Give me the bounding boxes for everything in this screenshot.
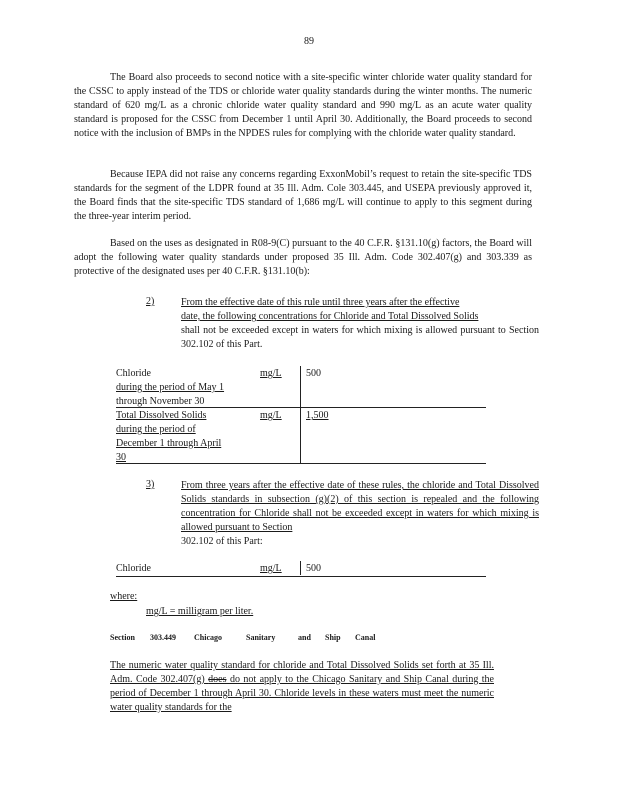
clause-3-body: From three years after the effective date of these rules, the chloride and Total Dissolved Solids standards in subsection (g)(2) of this section is repealed and the following concentration for Chloride shall not be exceeded except in waters for which mixing is allowed pursuant to Section xyxy=(181,480,539,533)
table1-row2-name-line: during the period of xyxy=(116,423,196,435)
where-label: where: xyxy=(110,591,138,602)
paragraph-designated-uses: Based on the uses as designated in R08-9(C) pursuant to the 40 C.F.R. §131.10(g) factors, the Board will adopt the following water quality standards under proposed 35 Ill. Adm. Code 302.407(g) and 303.339 as protective of the designated uses per 40 C.F.R. §131.10(b): xyxy=(74,238,532,277)
section-title-word: and xyxy=(298,633,311,642)
paragraph-tds-standard: Because IEPA did not raise any concerns regarding ExxonMobil’s request to retain the site-specific TDS standards for the segment of the LDPR found at 35 Ill. Adm. Cole 303.445, and USEPA previously approved it, the Board finds that the site-specific TDS standard of 1,686 mg/L will continue to apply to this segment during the three-year interim period. xyxy=(74,169,532,222)
table2-name: Chloride xyxy=(116,563,151,574)
table1-row1-unit: mg/L xyxy=(260,368,282,379)
final-paragraph-part1: The numeric water quality standard for chloride and Total Dissolved Solids set forth at 35 Ill. Adm. Code 302.407(g) xyxy=(110,660,494,685)
unit-definition: mg/L = milligram per liter. xyxy=(146,606,254,617)
paragraph-winter-chloride: The Board also proceeds to second notice with a site-specific winter chloride water quality standard for the CSSC to apply instead of the TDS or chloride water quality standards during the winter months. The numeric standard of 620 mg/L as a chronic chloride water quality standard and 990 mg/L as an acute water quality standard is proposed for the CSSC from December 1 until April 30. Additionally, the Board proceeds to second notice with the inclusion of BMPs in the NPDES rules for complying with the chloride water quality standard. xyxy=(74,72,532,139)
clause-2-rest: shall not be exceeded except in waters for which mixing is allowed pursuant to Section 302.102 of this Part. xyxy=(181,324,539,350)
table2-bottom-rule xyxy=(116,576,486,577)
section-label: Section xyxy=(110,633,135,642)
table1-row1-value: 500 xyxy=(306,368,321,379)
final-paragraph xyxy=(110,659,494,715)
table2-unit: mg/L xyxy=(260,563,282,574)
clause-3-text xyxy=(181,479,539,549)
table2-column-rule xyxy=(300,561,301,575)
clause-2-line1: From the effective date of this rule until three years after the effective xyxy=(181,297,460,308)
page-number: 89 xyxy=(304,36,314,47)
table1-row2-name xyxy=(116,409,256,465)
clause-2-number: 2) xyxy=(146,296,155,307)
table1-row2-unit: mg/L xyxy=(260,410,282,421)
final-paragraph-part2: do not apply to the Chicago Sanitary and Ship Canal during the period of December 1 through April 30. Chloride levels in these waters must meet the numeric water quality standards for the xyxy=(110,673,494,713)
section-title-word: Sanitary xyxy=(246,633,276,642)
table1-row1-name-line: during the period of May 1 xyxy=(116,381,225,393)
section-title-word: Chicago xyxy=(194,633,222,642)
clause-3-tail: 302.102 of this Part: xyxy=(181,535,263,547)
table1-row2-name-line: December 1 through April xyxy=(116,437,222,449)
clause-3-number: 3) xyxy=(146,479,155,490)
table1-row2-name-line: 30 xyxy=(116,451,126,463)
table1-row1-name xyxy=(116,367,256,409)
table1-bottom-rule xyxy=(116,463,486,464)
section-title-word: Ship xyxy=(325,633,341,642)
table1-row1-name-line: Chloride xyxy=(116,368,151,379)
table1-row1-name-line: through November 30 xyxy=(116,395,205,407)
table1-column-rule xyxy=(300,366,301,463)
clause-2-line2: date, the following concentrations for Chloride and Total Dissolved Solids xyxy=(181,310,479,322)
section-number: 303.449 xyxy=(150,633,176,642)
table2-value: 500 xyxy=(306,563,321,574)
table1-divider xyxy=(116,407,486,408)
table1-row2-name-line: Total Dissolved Solids xyxy=(116,410,207,421)
section-heading xyxy=(110,633,375,642)
clause-2-text xyxy=(181,296,539,352)
final-paragraph-struck: does xyxy=(208,673,227,685)
table1-row2-value: 1,500 xyxy=(306,410,329,421)
section-title-word: Canal xyxy=(355,633,376,642)
